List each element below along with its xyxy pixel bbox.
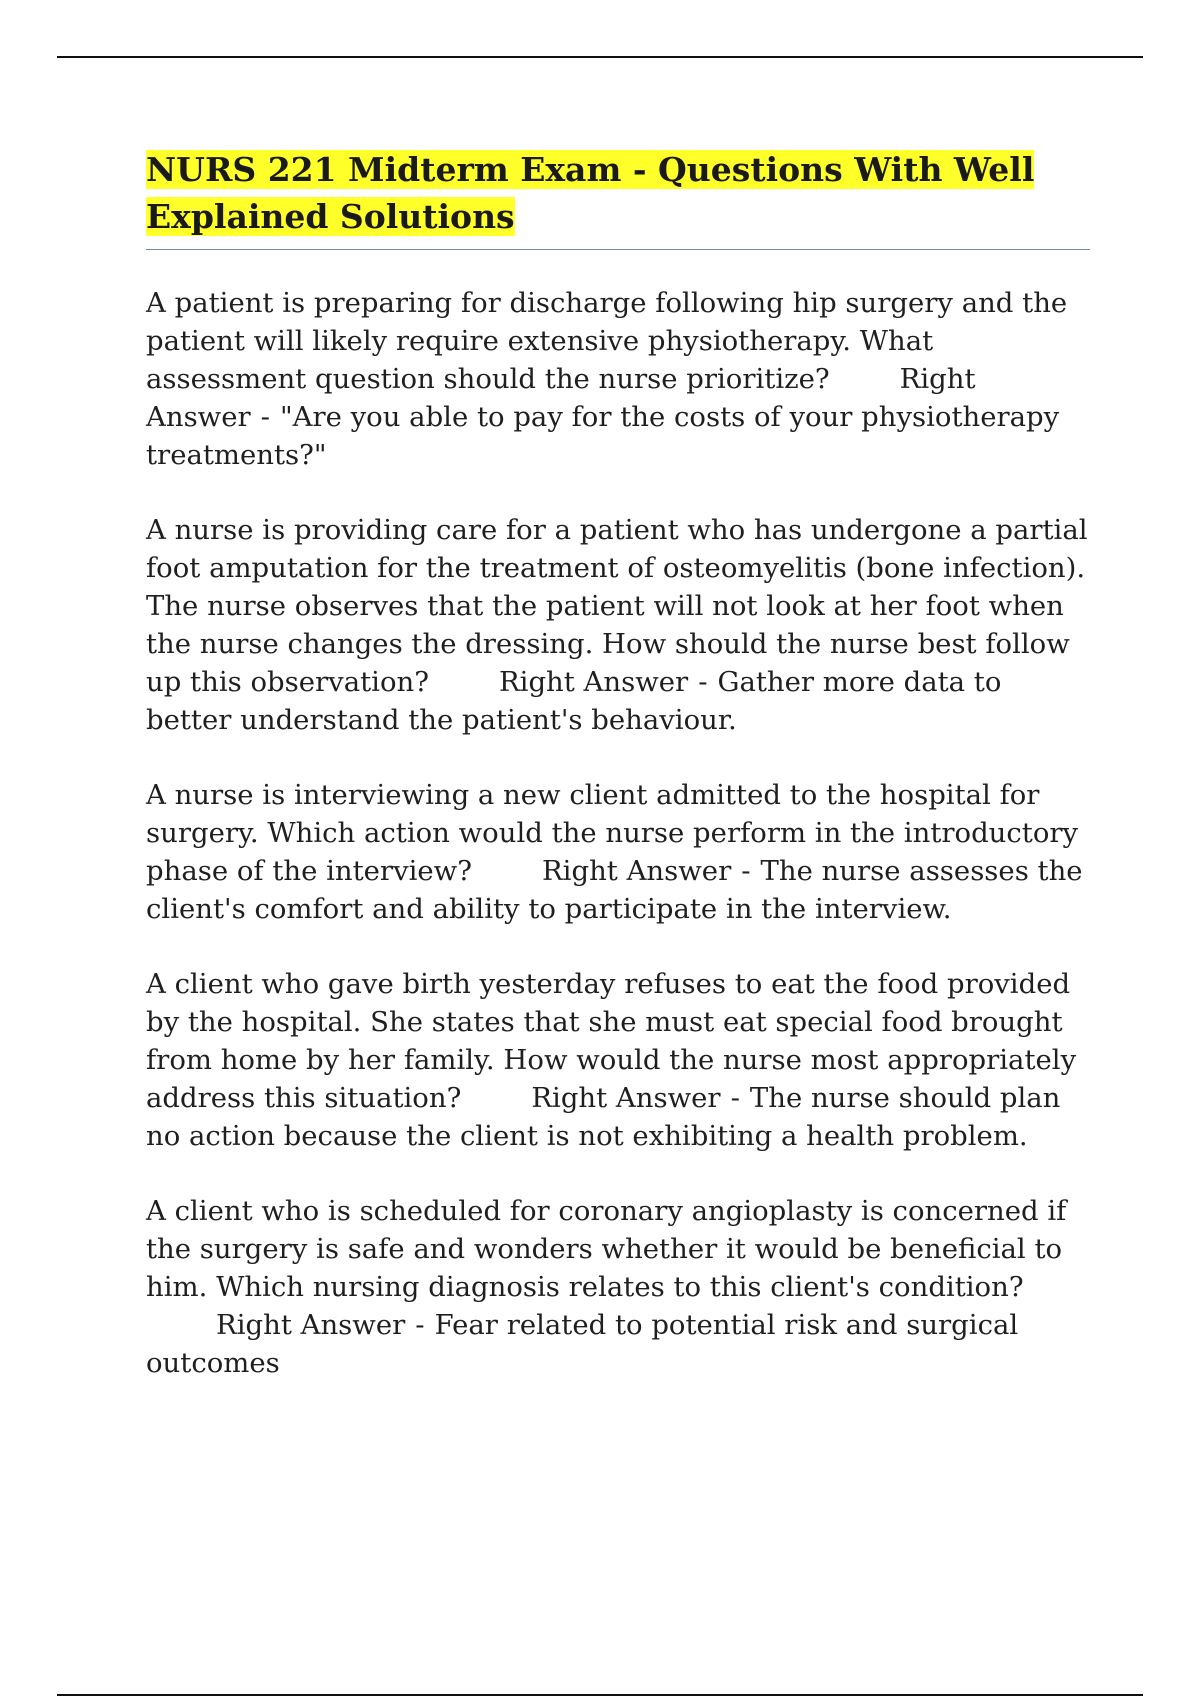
answer-label: Right Answer	[541, 855, 732, 887]
question-text: A client who is scheduled for coronary angioplasty is concerned if the surgery is safe and wonders whether it would be beneficial to him. Which nursing diagnosis relates to this client's condition?	[146, 1195, 1067, 1303]
answer-label: Right Answer	[146, 363, 976, 433]
answer-text: The nurse should plan no action because the client is not exhibiting a health problem.	[146, 1082, 1061, 1152]
qa-item	[146, 965, 1090, 1155]
qa-item	[146, 284, 1090, 474]
document-body	[146, 146, 1090, 1419]
question-text: A client who gave birth yesterday refuses to eat the food provided by the hospital. She states that she must eat special food brought from home by her family. How would the nurse most appropriately address this situation?	[146, 968, 1077, 1114]
answer-label: Right Answer	[216, 1309, 406, 1341]
title-highlight: NURS 221 Midterm Exam - Questions With Well Explained Solutions	[146, 150, 1035, 236]
title-underline	[146, 249, 1090, 250]
page-top-rule	[57, 56, 1143, 58]
qa-list	[146, 284, 1090, 1382]
page-bottom-rule	[57, 1694, 1143, 1696]
answer-separator: -	[698, 666, 708, 698]
question-text: A nurse is providing care for a patient who has undergone a partial foot amputation for the treatment of osteomyelitis (bone infection). The nurse observes that the patient will not look at her foot when the nurse changes the dressing. How should the nurse best follow up this observation?	[146, 514, 1088, 698]
answer-separator: -	[741, 855, 751, 887]
answer-separator: -	[730, 1082, 740, 1114]
answer-text: Fear related to potential risk and surgical outcomes	[146, 1309, 1019, 1379]
document-title	[146, 146, 1090, 240]
answer-text: "Are you able to pay for the costs of your physiotherapy treatments?"	[146, 401, 1060, 471]
answer-text: The nurse assesses the client's comfort and ability to participate in the interview.	[146, 855, 1083, 925]
question-text: A nurse is interviewing a new client admitted to the hospital for surgery. Which action would the nurse perform in the introductory phase of the interview?	[146, 779, 1079, 887]
answer-separator: -	[260, 401, 270, 433]
qa-item	[146, 511, 1090, 739]
answer-label: Right Answer	[498, 666, 689, 698]
question-text: A patient is preparing for discharge following hip surgery and the patient will likely require extensive physiotherapy. What assessment question should the nurse prioritize?	[146, 287, 1068, 395]
answer-separator: -	[415, 1309, 425, 1341]
answer-label: Right Answer	[531, 1082, 721, 1114]
answer-text: Gather more data to better understand the patient's behaviour.	[146, 666, 1002, 736]
qa-item	[146, 1192, 1090, 1382]
qa-item	[146, 776, 1090, 928]
